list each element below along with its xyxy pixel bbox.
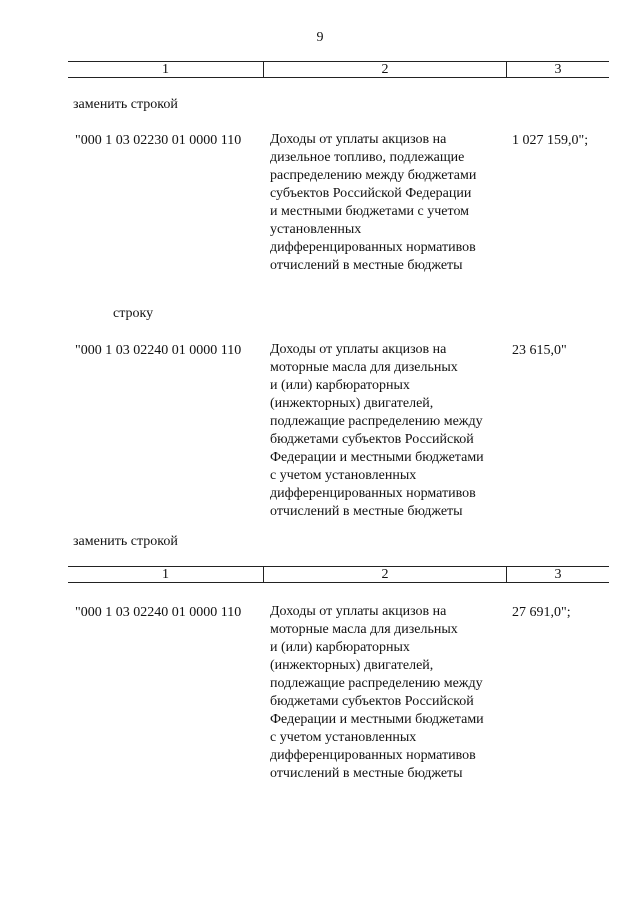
amount-value: 27 691,0"; <box>512 605 571 620</box>
description-line: Федерации и местными бюджетами <box>270 450 484 465</box>
description-line: отчислений в местные бюджеты <box>270 504 463 519</box>
page-number: 9 <box>316 30 324 45</box>
description-line: Доходы от уплаты акцизов на <box>270 342 447 357</box>
description-line: и местными бюджетами с учетом <box>270 204 470 219</box>
table-header-col-3: 3 <box>554 567 562 582</box>
description-line: субъектов Российской Федерации <box>270 186 472 201</box>
table-header-col-1: 1 <box>68 62 264 77</box>
table-header <box>68 566 609 583</box>
description-line: и (или) карбюраторных <box>270 640 410 655</box>
description-line: моторные масла для дизельных <box>270 360 458 375</box>
table-header-col-2: 2 <box>264 62 507 77</box>
budget-classification-code: "000 1 03 02240 01 0000 110 <box>75 605 242 620</box>
description-line: моторные масла для дизельных <box>270 622 458 637</box>
description-line: дифференцированных нормативов <box>270 486 476 501</box>
description-line: дифференцированных нормативов <box>270 240 476 255</box>
description-line: подлежащие распределению между <box>270 414 483 429</box>
description-line: с учетом установленных <box>270 730 417 745</box>
description-line: отчислений в местные бюджеты <box>270 766 463 781</box>
instruction-line: строку <box>113 306 154 321</box>
amount-value: 23 615,0" <box>512 343 567 358</box>
description-line: Доходы от уплаты акцизов на <box>270 132 447 147</box>
revenue-description <box>270 341 510 521</box>
table-header <box>68 61 609 78</box>
instruction-replace-with-line: заменить строкой <box>73 534 178 549</box>
description-line: дифференцированных нормативов <box>270 748 476 763</box>
revenue-description <box>270 603 510 783</box>
table-header-col-1: 1 <box>68 567 264 582</box>
amount-value: 1 027 159,0"; <box>512 133 589 148</box>
description-line: отчислений в местные бюджеты <box>270 258 463 273</box>
description-line: распределению между бюджетами <box>270 168 477 183</box>
budget-classification-code: "000 1 03 02240 01 0000 110 <box>75 343 242 358</box>
description-line: (инжекторных) двигателей, <box>270 658 434 673</box>
instruction-replace-with-line: заменить строкой <box>73 97 178 112</box>
description-line: дизельное топливо, подлежащие <box>270 150 465 165</box>
description-line: бюджетами субъектов Российской <box>270 432 474 447</box>
revenue-description <box>270 131 510 275</box>
description-line: установленных <box>270 222 362 237</box>
table-header-col-2: 2 <box>264 567 507 582</box>
description-line: бюджетами субъектов Российской <box>270 694 474 709</box>
description-line: подлежащие распределению между <box>270 676 483 691</box>
description-line: с учетом установленных <box>270 468 417 483</box>
description-line: и (или) карбюраторных <box>270 378 410 393</box>
table-header-col-3: 3 <box>554 62 562 77</box>
description-line: Федерации и местными бюджетами <box>270 712 484 727</box>
description-line: Доходы от уплаты акцизов на <box>270 604 447 619</box>
budget-classification-code: "000 1 03 02230 01 0000 110 <box>75 133 242 148</box>
description-line: (инжекторных) двигателей, <box>270 396 434 411</box>
